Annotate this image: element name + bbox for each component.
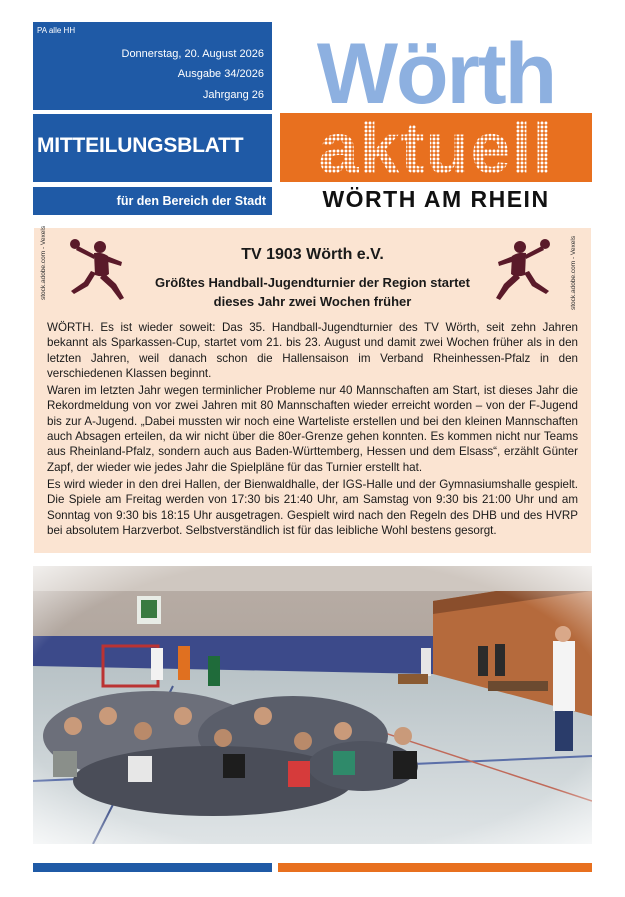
issue-date: Donnerstag, 20. August 2026 xyxy=(121,48,264,60)
photo-credit-left: stock.adobe.com - Vexels xyxy=(40,225,47,300)
area-text: für den Bereich der Stadt xyxy=(116,194,266,208)
article-subtitle: Größtes Handball-Jugendturnier der Region startet dieses Jahr zwei Wochen früher xyxy=(155,275,470,309)
article-paragraph: WÖRTH. Es ist wieder soweit: Das 35. Handball-Jugendturnier des TV Wörth, seit zehn Jahren bekannt als Sparkassen-Cup, startet vom 21. bis 23. August und damit zwei Wochen früher als in den letzten Jahren, weil danach schon die Hallensaison im Verband Rheinhessen-Pfalz in den verschiedenen Klassen beginnt. xyxy=(47,321,578,380)
area-box xyxy=(33,187,272,215)
brand-logo-top xyxy=(280,33,592,113)
issue-number: Ausgabe 34/2026 xyxy=(177,68,264,80)
brand-logo-aktuell xyxy=(280,113,592,182)
article-body xyxy=(47,320,578,540)
issue-info-box xyxy=(33,22,272,110)
footer-bar-orange xyxy=(278,863,592,872)
pa-label: PA alle HH xyxy=(37,26,76,35)
article-title: TV 1903 Wörth e.V. xyxy=(241,246,384,263)
city-title: WÖRTH AM RHEIN xyxy=(322,186,550,212)
photo-credit-right: stock.adobe.com - Vexels xyxy=(570,235,577,310)
issue-volume: Jahrgang 26 xyxy=(202,89,264,101)
bulletin-title: MITTEILUNGSBLATT xyxy=(37,134,244,157)
article-paragraph: Es wird wieder in den drei Hallen, der Bienwaldhalle, der IGS-Halle und der Gymnasiumshalle gespielt. Die Spiele am Freitag werden von 17:30 bis 21:40 Uhr, am Samstag von 9:30 bis 21:00 Uhr und am Sonntag von 9:30 bis 18:15 Uhr ausgetragen. Gespielt wird nach den Regeln des DHB und des HVRP bei absolutem Harzverbot. Selbstverständlich ist für das leibliche Wohl bestens gesorgt. xyxy=(47,477,578,537)
brand-top-text: Wörth xyxy=(316,33,556,113)
article-paragraph: Waren im letzten Jahr wegen terminlicher Probleme nur 40 Mannschaften am Start, ist dieses Jahr die Rekordmeldung von vor zwei Jahren mit 80 Mannschaften wieder erreicht worden – von der F-Jugend bis zur A-Jugend. „Dabei mussten wir noch eine Warteliste erstellen und bei den kleinen Mannschaften auch Absagen erteilen, da wir nicht über die 80er-Grenze gehen konnten. Es kommen nicht nur Teams aus Rheinland-Pfalz, sondern auch aus Baden-Württemberg, Hessen und dem Elsass“, erzählt Günter Zapf, der wieder wie jedes Jahr die Spielpläne für das Turnier erstellt hat. xyxy=(47,384,578,474)
brand-bottom-text: aktuell xyxy=(318,113,554,182)
footer-bar-blue xyxy=(33,863,272,872)
bulletin-box xyxy=(33,114,272,182)
sports-hall-photo xyxy=(33,566,592,844)
